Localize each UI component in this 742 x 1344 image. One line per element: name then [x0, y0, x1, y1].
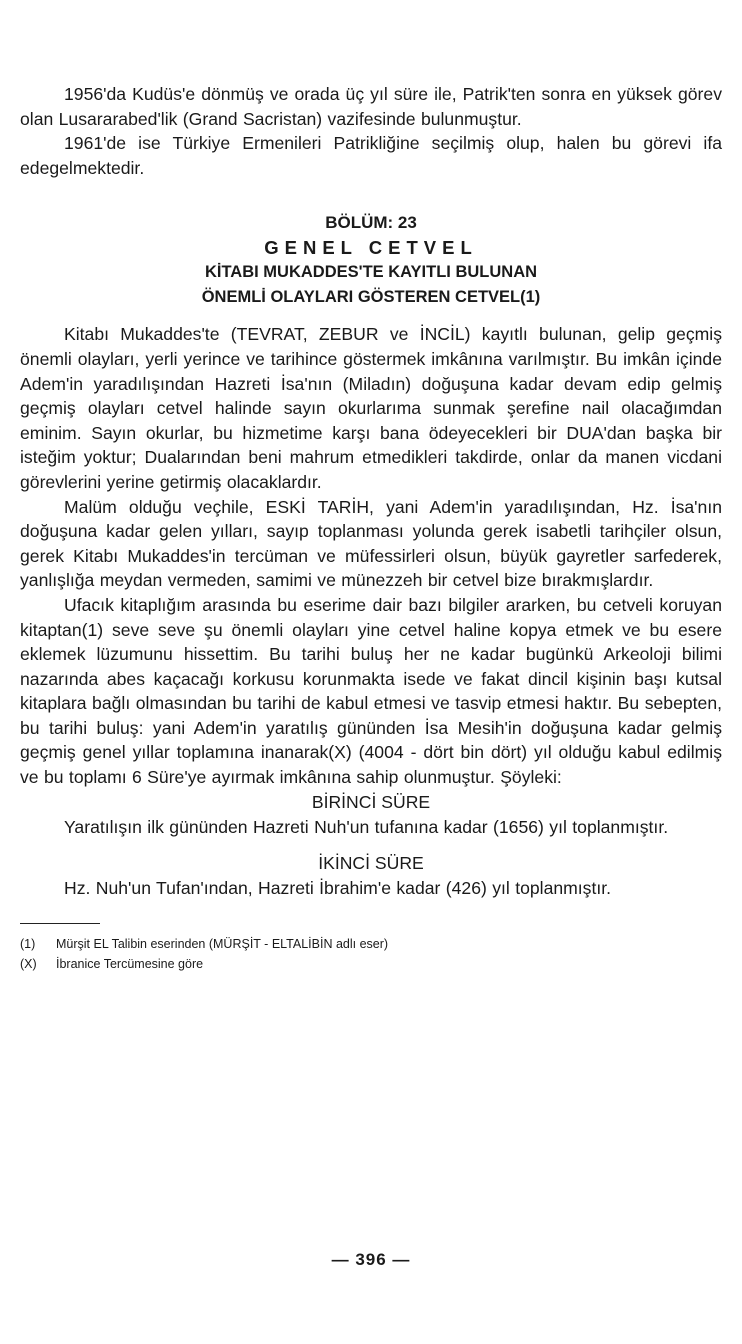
- page-number: — 396 —: [331, 1250, 411, 1269]
- footnote-2: [20, 954, 722, 974]
- chapter-subtitle-line-1: KİTABI MUKADDES'TE KAYITLI BULUNAN: [204, 263, 538, 282]
- body-text: [20, 322, 722, 900]
- body-paragraph-2: Malüm olduğu veçhile, ESKİ TARİH, yani Adem'in yaradılışından, Hz. İsa'nın doğuşuna kadar gelen yılları, sayıp toplanması yolunda gerek isabetli tarihçiler olsun, gerek Kitabı Mukaddes'in tercüman ve müfessirleri olsun, büyük gayretler sarfederek, yanlışlığa meydan vermeden, samimi ve münezzeh bir cetvel bize bırakmışlardır.: [20, 496, 722, 591]
- chapter-subtitle-line-2: ÖNEMLİ OLAYLARI GÖSTEREN CETVEL(1): [201, 288, 541, 307]
- section-heading-second: İKİNCİ SÜRE: [318, 853, 424, 874]
- footnote-2-text: İbranice Tercümesine göre: [56, 956, 204, 971]
- intro-paragraph-2: 1961'de ise Türkiye Ermenileri Patrikliğine seçilmiş olup, halen bu görevi ifa edegelmektedir.: [20, 133, 722, 178]
- footnote-2-mark: (X): [20, 956, 37, 971]
- body-paragraph-1: Kitabı Mukaddes'te (TEVRAT, ZEBUR ve İNCİL) kayıtlı bulunan, gelip geçmiş önemli olayları, yerli yerince ve tarihince göstermek imkânına varılmıştır. Bu imkân içinde Adem'in yaradılışından Hazreti İsa'nın (Miladın) doğuşuna kadar devam edip gelmiş geçmiş olayları cetvel halinde sayın okurlarıma sunmak şerefine nail olacağımdan eminim. Sayın okurlar, bu hizmetime karşı bana ödeyecekleri bir DUA'dan başka bir isteğim yoktur; Dualarından beni mahrum etmedikleri takdirde, onlar da manen vicdani görevlerini yerine getirmiş olacaklardır.: [20, 324, 722, 492]
- footnote-1-mark: (1): [20, 936, 36, 951]
- chapter-heading: BÖLÜM: 23: [325, 213, 417, 233]
- chapter-title: GENEL CETVEL: [264, 237, 478, 259]
- footnote-1: [20, 934, 722, 954]
- section-text-first: Yaratılışın ilk gününden Hazreti Nuh'un tufanına kadar (1656) yıl toplanmıştır.: [64, 816, 669, 837]
- section-heading-first: BİRİNCİ SÜRE: [311, 791, 431, 812]
- body-paragraph-3: Ufacık kitaplığım arasında bu eserime dair bazı bilgiler ararken, bu cetveli koruyan kitaptan(1) seve seve şu önemli olayları yine cetvel haline kopya etmek ve bu esere eklemek lüzumunu hissettim. Bu tarihi buluş her ne kadar bugünkü Arkeoloji bilimi nazarında abes kaçacağı korkusu korunmakta isede ve fakat dincil kişinin başı kutsal kitaplara bağlı olmasından bu tarihi de kabul etmesi ve tasvip etmesi haktır. Bu sebepten, bu tarihi buluş: yani Adem'in yaratılış gününden İsa Mesih'in doğuşuna kadar gelmiş geçmiş genel yıllar toplamına inanarak(X) (4004 - dört bin dört) yıl olduğu kabul edilmiş ve bu toplamı 6 Süre'ye ayırmak imkânına sahip olunmuştur. Şöyleki:: [20, 594, 722, 788]
- footnote-1-text: Mürşit EL Talibin eserinden (MÜRŞİT - ELTALİBİN adlı eser): [56, 936, 389, 951]
- footnote-divider: [20, 923, 100, 924]
- section-text-second: Hz. Nuh'un Tufan'ından, Hazreti İbrahim'e kadar (426) yıl toplanmıştır.: [64, 878, 612, 899]
- page-content: [20, 82, 722, 974]
- intro-paragraph-1: 1956'da Kudüs'e dönmüş ve orada üç yıl süre ile, Patrik'ten sonra en yüksek görev olan Lusararabed'lik (Grand Sacristan) vazifesinde bulunmuştur.: [20, 84, 722, 129]
